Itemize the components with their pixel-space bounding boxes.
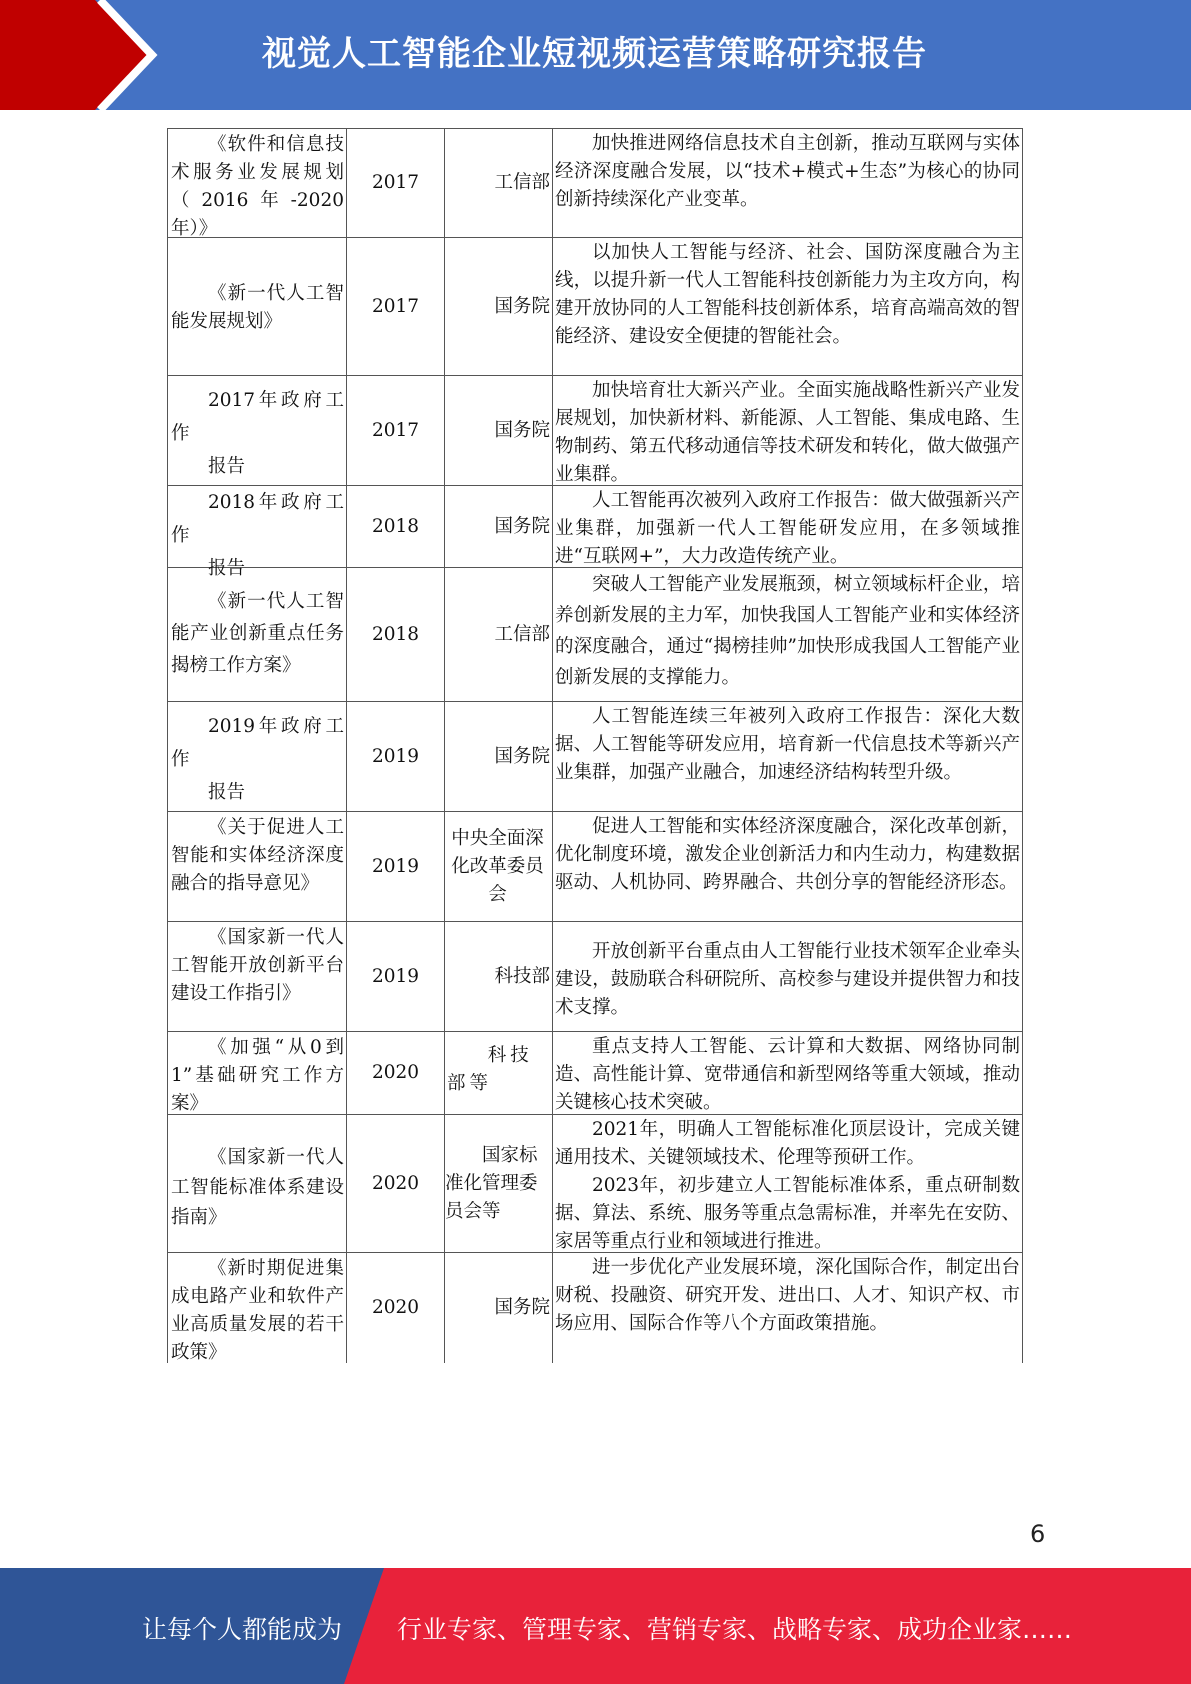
table-row — [167, 922, 1023, 1032]
policy-name: 《加强“从0到1”基础研究工作方案》 — [167, 1032, 347, 1114]
policy-dept: 科技部 — [445, 922, 553, 1031]
page-footer — [0, 1568, 1191, 1684]
policy-year: 2017 — [347, 376, 445, 485]
policy-dept: 国务院 — [445, 486, 553, 567]
policy-year: 2019 — [347, 922, 445, 1031]
policy-content: 人工智能连续三年被列入政府工作报告：深化大数据、人工智能等研发应用，培育新一代信息技术等新兴产业集群，加强产业融合，加速经济结构转型升级。 — [553, 702, 1023, 811]
policy-name: 2019年政府工作 报告 — [167, 702, 347, 811]
policy-dept: 国家标准化管理委员会等 — [445, 1115, 553, 1252]
policy-dept: 中央全面深化改革委员会 — [445, 812, 553, 921]
policy-dept: 国务院 — [445, 238, 553, 375]
policy-name: 《关于促进人工智能和实体经济深度融合的指导意见》 — [167, 812, 347, 921]
policy-name: 《国家新一代人工智能开放创新平台建设工作指引》 — [167, 922, 347, 1031]
page-title: 视觉人工智能企业短视频运营策略研究报告 — [262, 34, 927, 74]
policy-table — [167, 128, 1023, 1363]
table-row — [167, 128, 1023, 238]
table-row — [167, 568, 1023, 702]
policy-year: 2017 — [347, 129, 445, 237]
policy-year: 2020 — [347, 1253, 445, 1363]
table-row — [167, 702, 1023, 812]
policy-content: 进一步优化产业发展环境，深化国际合作，制定出台财税、投融资、研究开发、进出口、人才、知识产权、市场应用、国际合作等八个方面政策措施。 — [553, 1253, 1023, 1363]
table-row — [167, 486, 1023, 579]
policy-year: 2020 — [347, 1115, 445, 1252]
policy-content: 加快培育壮大新兴产业。全面实施战略性新兴产业发展规划，加快新材料、新能源、人工智能、集成电路、生物制药、第五代移动通信等技术研发和转化，做大做强产业集群。 — [553, 376, 1023, 485]
table-row — [167, 1253, 1023, 1363]
page-header — [0, 0, 1191, 110]
table-row — [167, 238, 1023, 376]
table-row — [167, 1032, 1023, 1115]
policy-dept: 国务院 — [445, 376, 553, 485]
policy-content: 突破人工智能产业发展瓶颈，树立领域标杆企业，培养创新发展的主力军，加快我国人工智能产业和实体经济的深度融合，通过“揭榜挂帅”加快形成我国人工智能产业创新发展的支撑能力。 — [553, 568, 1023, 701]
table-row — [167, 812, 1023, 922]
page-number: 6 — [1030, 1520, 1046, 1548]
policy-dept: 国务院 — [445, 1253, 553, 1363]
policy-content: 促进人工智能和实体经济深度融合，深化改革创新，优化制度环境，激发企业创新活力和内生动力，构建数据驱动、人机协同、跨界融合、共创分享的智能经济形态。 — [553, 812, 1023, 921]
footer-slogan-left: 让每个人都能成为 — [142, 1615, 343, 1644]
footer-slogan-right: 行业专家、管理专家、营销专家、战略专家、成功企业家…… — [397, 1615, 1073, 1644]
policy-name: 《软件和信息技术服务业发展规划（2016年-2020年）》 — [167, 129, 347, 237]
policy-dept: 国务院 — [445, 702, 553, 811]
policy-name: 《新一代人工智能发展规划》 — [167, 238, 347, 375]
policy-content: 以加快人工智能与经济、社会、国防深度融合为主线，以提升新一代人工智能科技创新能力为主攻方向，构建开放协同的人工智能科技创新体系，培育高端高效的智能经济、建设安全便捷的智能社会。 — [553, 238, 1023, 375]
policy-content: 加快推进网络信息技术自主创新，推动互联网与实体经济深度融合发展，以“技术+模式+生态”为核心的协同创新持续深化产业变革。 — [553, 129, 1023, 237]
policy-dept: 工信部 — [445, 568, 553, 701]
policy-year: 2019 — [347, 812, 445, 921]
policy-year: 2019 — [347, 702, 445, 811]
table-row — [167, 376, 1023, 486]
policy-year: 2018 — [347, 486, 445, 567]
policy-year: 2017 — [347, 238, 445, 375]
policy-content: 重点支持人工智能、云计算和大数据、网络协同制造、高性能计算、宽带通信和新型网络等重大领域，推动关键核心技术突破。 — [553, 1032, 1023, 1114]
policy-dept: 工信部 — [445, 129, 553, 237]
policy-name: 《新一代人工智能产业创新重点任务揭榜工作方案》 — [167, 568, 347, 701]
policy-name: 《国家新一代人工智能标准体系建设指南》 — [167, 1115, 347, 1252]
table-row — [167, 1115, 1023, 1253]
policy-name: 2017年政府工作 报告 — [167, 376, 347, 485]
policy-dept: 科技部等 — [445, 1032, 553, 1114]
policy-year: 2018 — [347, 568, 445, 701]
policy-content: 2021年，明确人工智能标准化顶层设计，完成关键通用技术、关键领域技术、伦理等预研工作。 2023年，初步建立人工智能标准体系，重点研制数据、算法、系统、服务等重点急需标准，并率先在安防、家居等重点行业和领域进行推进。 — [553, 1115, 1023, 1252]
policy-content: 人工智能再次被列入政府工作报告：做大做强新兴产业集群，加强新一代人工智能研发应用，在多领域推进“互联网+”，大力改造传统产业。 — [553, 486, 1023, 567]
policy-content: 开放创新平台重点由人工智能行业技术领军企业牵头建设，鼓励联合科研院所、高校参与建设并提供智力和技术支撑。 — [553, 922, 1023, 1031]
policy-name: 《新时期促进集成电路产业和软件产业高质量发展的若干政策》 — [167, 1253, 347, 1363]
policy-year: 2020 — [347, 1032, 445, 1114]
policy-name: 2018年政府工作 报告 — [167, 486, 347, 567]
